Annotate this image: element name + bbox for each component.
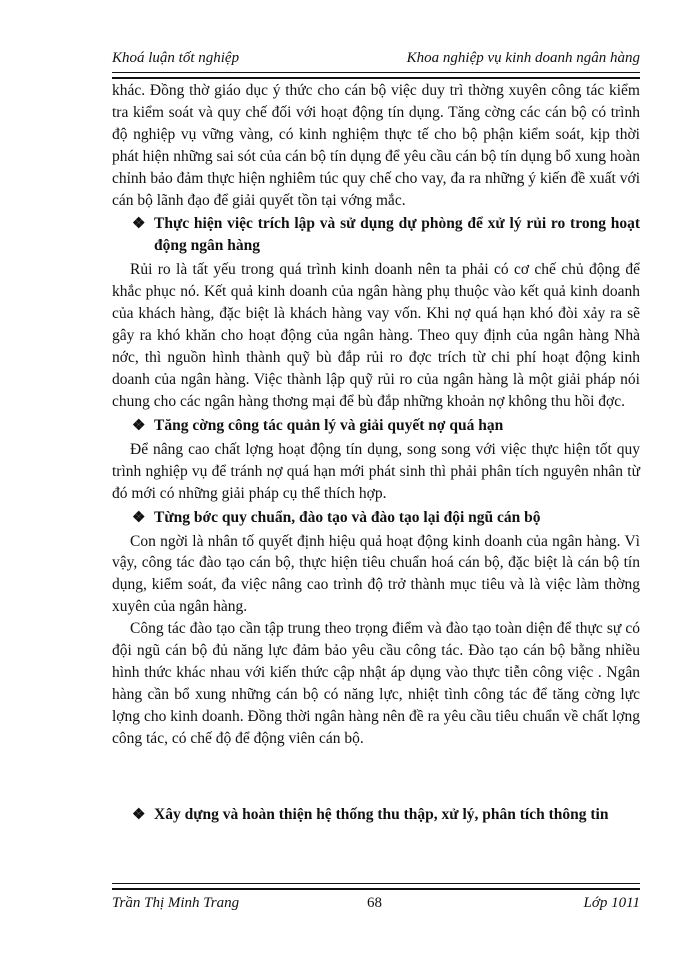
footer-author: Trần Thị Minh Trang [112,895,240,911]
diamond-bullet-icon: ❖ [132,216,146,233]
paragraph-5: Công tác đào tạo cần tập trung theo trọng điểm và đào tạo toàn diện để thực sự có đội ngũ cán bộ đủ năng lực đảm bảo yêu cầu công tác. Đào tạo cán bộ bằng nhiều hình thức khác nhau với kiến thức cập nhật áp dụng vào thực tiễn công việc . Ngân hàng cần bổ xung những cán bộ có năng lực, nhiệt tình công tác để tăng cờng lực lợng cho kinh doanh. Đồng thời ngân hàng nên đề ra yêu cầu tiêu chuẩn về chất lợng công tác, có chế độ để động viên cán bộ. [112,620,640,747]
diamond-bullet-icon: ❖ [132,806,146,823]
footer-class: Lớp 1011 [583,895,640,911]
header-left: Khoá luận tốt nghiệp [112,50,240,66]
footer-rule [112,883,640,890]
header-right: Khoa nghiệp vụ kinh doanh ngân hàng [406,50,640,66]
page-body [112,80,640,828]
paragraph-1: khác. Đồng thờ giáo dục ý thức cho cán bộ việc duy trì thờng xuyên công tác kiểm tra kiểm soát và quy chế đối với hoạt động tín dụng. Tăng cờng các cán bộ có trình độ nghiệp vụ vững vàng, có kinh nghiệm thực tế cho bộ phận kiểm soát, kịp thời phát hiện những sai sót của cán bộ tín dụng để yêu cầu cán bộ tín dụng bổ xung hoàn chỉnh bảo đảm thực hiện nghiêm túc quy chế cho vay, đa ra những ý kiến đề xuất với cán bộ lãnh đạo để giải quyết tồn tại vớng mắc. [112,82,640,209]
heading-text: Xây dựng và hoàn thiện hệ thống thu thập, xử lý, phân tích thông tin [154,805,609,823]
page-header [112,50,640,72]
paragraph-2: Rủi ro là tất yếu trong quá trình kinh doanh nên ta phải có cơ chế chủ động để khắc phục nó. Kết quả kinh doanh của ngân hàng phụ thuộc vào kết quả kinh doanh của khách hàng, đặc biệt là khách hàng vay vốn. Khi nợ quá hạn khó đòi xảy ra sẽ gây ra khó khăn cho hoạt động của ngân hàng. Theo quy định của ngân hàng Nhà nớc, thì nguồn hình thành quỹ bù đắp rủi ro đợc trích từ chi phí hoạt động kinh doanh của ngân hàng. Việc thành lập quỹ rủi ro của ngân hàng là một giải pháp nói chung cho các ngân hàng thơng mại để bù đắp những khoản nợ không thu hồi đợc. [112,261,640,410]
section-heading-2 [112,415,640,437]
section-heading-3 [112,507,640,529]
heading-text: Tăng cờng công tác quản lý và giải quyết nợ quá hạn [154,416,504,434]
header-rule [112,72,640,79]
spacer [112,750,640,802]
paragraph-4: Con ngời là nhân tố quyết định hiệu quả hoạt động kinh doanh của ngân hàng. Vì vậy, công tác đào tạo cán bộ, thực hiện tiêu chuẩn hoá cán bộ, đặc biệt là cán bộ tín dụng, kiểm soát, đa việc nâng cao trình độ trở thành mục tiêu và là việc làm thờng xuyên của ngân hàng. [112,532,640,616]
page-footer [112,895,640,917]
section-heading-4 [112,804,640,826]
heading-text: Thực hiện việc trích lập và sử dụng dự phòng để xử lý rủi ro trong hoạt động ngân hàng [154,215,640,255]
page-number: 68 [367,895,382,911]
paragraph-3: Để nâng cao chất lợng hoạt động tín dụng, song song với việc thực hiện tốt quy trình nghiệp vụ để tránh nợ quá hạn mới phát sinh thì phải phân tích nguyên nhân từ đó mới có những giải pháp cụ thể thích hợp. [112,440,640,502]
diamond-bullet-icon: ❖ [132,509,146,526]
section-heading-1 [112,213,640,257]
diamond-bullet-icon: ❖ [132,417,146,434]
heading-text: Từng bớc quy chuẩn, đào tạo và đào tạo lại đội ngũ cán bộ [154,508,541,526]
